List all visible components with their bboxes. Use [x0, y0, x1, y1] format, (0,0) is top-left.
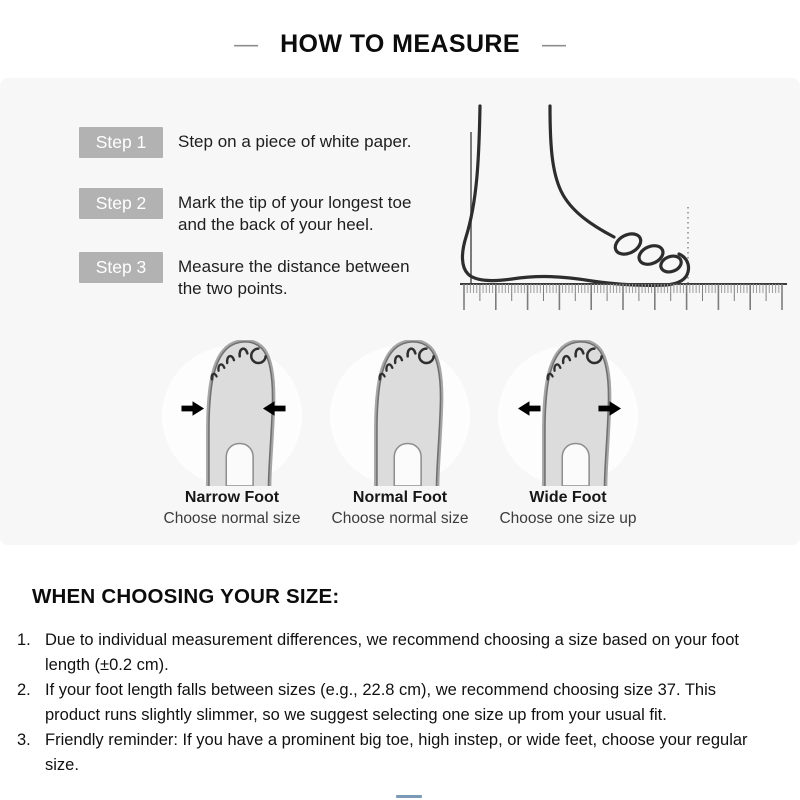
- sizing-item-1: [17, 628, 767, 678]
- sizing-item-2: [17, 678, 767, 728]
- title-dash-right: —: [541, 30, 566, 58]
- foot-card-narrow: [152, 340, 312, 528]
- ruler-ticks: [464, 284, 782, 310]
- foot-type-advice: Choose normal size: [331, 510, 469, 527]
- item-number: 3.: [17, 731, 31, 749]
- step-1-text: Step on a piece of white paper.: [178, 132, 412, 151]
- item-text: Due to individual measurement differences, we recommend choosing a size based on your foot length (±0.2 cm).: [45, 631, 739, 674]
- item-number: 1.: [17, 631, 31, 649]
- foot-type-name: Narrow Foot: [184, 489, 280, 506]
- step-row-1: [79, 127, 430, 158]
- wide-arrow-outward-right-icon: [598, 400, 622, 417]
- normal-foot-figure: [320, 340, 480, 486]
- wide-foot-figure: [488, 340, 648, 486]
- item-number: 2.: [17, 681, 31, 699]
- foot-type-advice: Choose one size up: [499, 510, 637, 527]
- narrow-arrow-inward-right-icon: [262, 400, 286, 417]
- step-row-3: [79, 252, 430, 299]
- title-dash-left: —: [234, 30, 259, 58]
- sizing-list: [17, 628, 767, 778]
- item-text: If your foot length falls between sizes (e.g., 22.8 cm), we recommend choosing size 37. This product runs slightly slimmer, so we suggest selecting one size up from your usual fit.: [45, 681, 717, 724]
- step-1-badge: Step 1: [79, 127, 163, 158]
- step-row-2: [79, 188, 430, 235]
- foot-top-view-illustration: [347, 340, 453, 486]
- foot-card-normal: [320, 340, 480, 528]
- foot-side-view-illustration: [456, 92, 792, 320]
- narrow-arrow-inward-left-icon: [181, 400, 205, 417]
- foot-outline-instep: [550, 106, 614, 237]
- sizing-item-3: [17, 728, 767, 778]
- step-3-text: Measure the distance between the two points.: [178, 257, 410, 298]
- page-bottom-indicator: [396, 795, 422, 798]
- foot-type-cards: [152, 340, 648, 528]
- foot-card-wide: [488, 340, 648, 528]
- step-2-text: Mark the tip of your longest toe and the back of your heel.: [178, 193, 412, 234]
- foot-outline-heel-sole: [462, 106, 688, 285]
- foot-type-advice: Choose normal size: [163, 510, 301, 527]
- step-3-badge: Step 3: [79, 252, 163, 283]
- item-text: Friendly reminder: If you have a prominent big toe, high instep, or wide feet, choose your regular size.: [45, 731, 748, 774]
- foot-type-name: Normal Foot: [352, 489, 448, 506]
- narrow-foot-figure: [152, 340, 312, 486]
- wide-arrow-outward-left-icon: [517, 400, 541, 417]
- title-row: [0, 30, 800, 59]
- foot-type-name: Wide Foot: [529, 489, 607, 506]
- page-title: HOW TO MEASURE: [280, 30, 520, 58]
- sizing-heading: WHEN CHOOSING YOUR SIZE:: [32, 585, 340, 608]
- step-2-badge: Step 2: [79, 188, 163, 219]
